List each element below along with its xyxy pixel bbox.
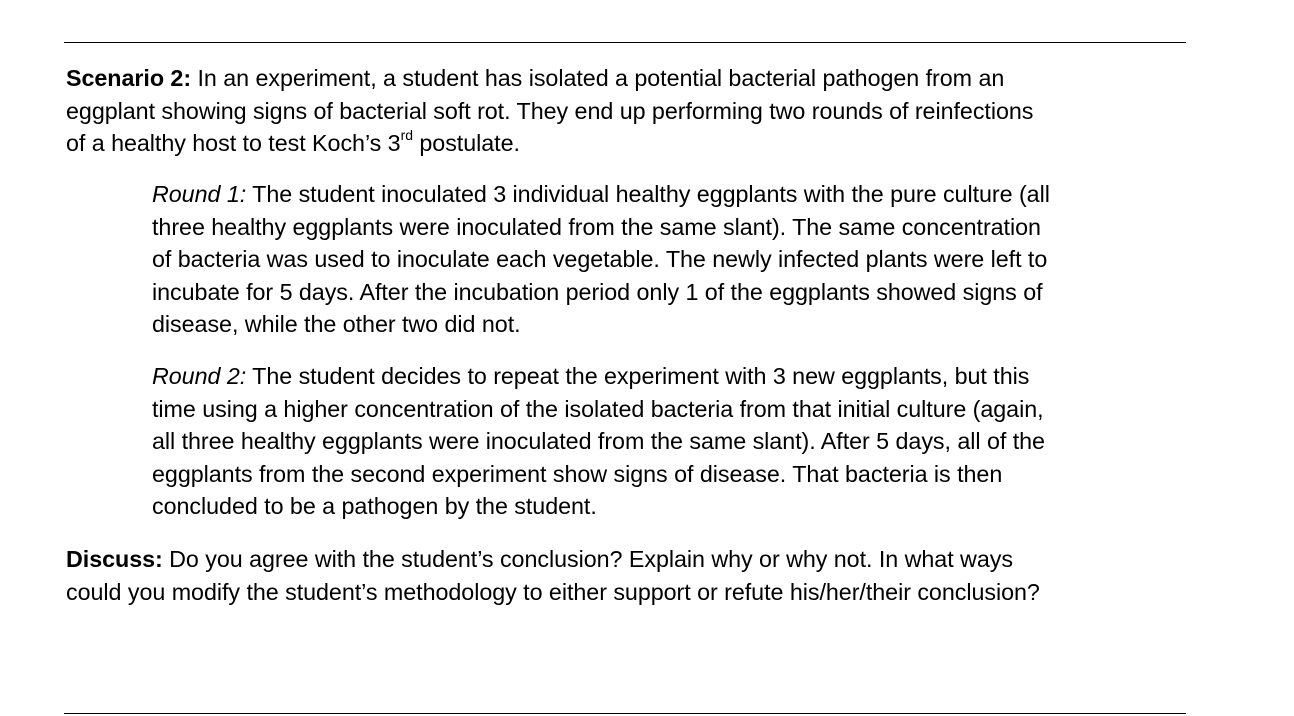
round-2-line-1 — [152, 360, 1045, 393]
scenario-heading: Scenario 2: — [66, 65, 192, 91]
discuss-line-2: could you modify the student’s methodology to either support or refute his/her/their conclusion? — [66, 578, 1040, 605]
round-1-first-line-text: The student inoculated 3 individual healthy eggplants with the pure culture (all — [246, 181, 1050, 207]
discuss-line-1 — [66, 543, 1040, 576]
discuss-first-line-text: Do you agree with the student’s conclusion? Explain why or why not. In what ways — [162, 546, 1013, 572]
round-1-line-5: disease, while the other two did not. — [152, 311, 521, 337]
round-1-paragraph — [152, 178, 1050, 341]
round-1-line-1 — [152, 178, 1050, 211]
ordinal-superscript: rd — [400, 127, 413, 144]
discuss-heading: Discuss: — [66, 546, 163, 572]
bottom-horizontal-rule — [64, 713, 1186, 714]
round-2-line-2: time using a higher concentration of the isolated bacteria from that initial culture (again, — [152, 395, 1044, 422]
scenario-intro-text-1: In an experiment, a student has isolated a potential bacterial pathogen from an — [191, 65, 1005, 91]
scenario-intro-paragraph — [66, 62, 1033, 160]
top-horizontal-rule — [64, 42, 1186, 43]
scenario-intro-last-post: postulate. — [412, 130, 520, 156]
round-2-line-4: eggplants from the second experiment show signs of disease. That bacteria is then — [152, 460, 1003, 487]
round-1-line-2: three healthy eggplants were inoculated from the same slant). The same concentration — [152, 213, 1041, 240]
round-2-line-3: all three healthy eggplants were inoculated from the same slant). After 5 days, all of the — [152, 428, 1045, 454]
round-2-label: Round 2: — [152, 363, 247, 389]
round-2-paragraph — [152, 360, 1045, 523]
scenario-intro-last-pre: of a healthy host to test Koch’s 3 — [66, 130, 401, 156]
discuss-paragraph — [66, 543, 1040, 608]
round-1-line-4: incubate for 5 days. After the incubation period only 1 of the eggplants showed signs of — [152, 278, 1043, 305]
round-1-line-3: of bacteria was used to inoculate each vegetable. The newly infected plants were left to — [152, 246, 1048, 272]
round-2-line-5: concluded to be a pathogen by the student. — [152, 493, 597, 519]
round-2-first-line-text: The student decides to repeat the experiment with 3 new eggplants, but this — [246, 363, 1030, 389]
scenario-line-3 — [66, 127, 1033, 160]
scenario-line-2: eggplant showing signs of bacterial soft rot. They end up performing two rounds of reinfections — [66, 97, 1034, 124]
scenario-line-1 — [66, 62, 1033, 95]
round-1-label: Round 1: — [152, 181, 247, 207]
